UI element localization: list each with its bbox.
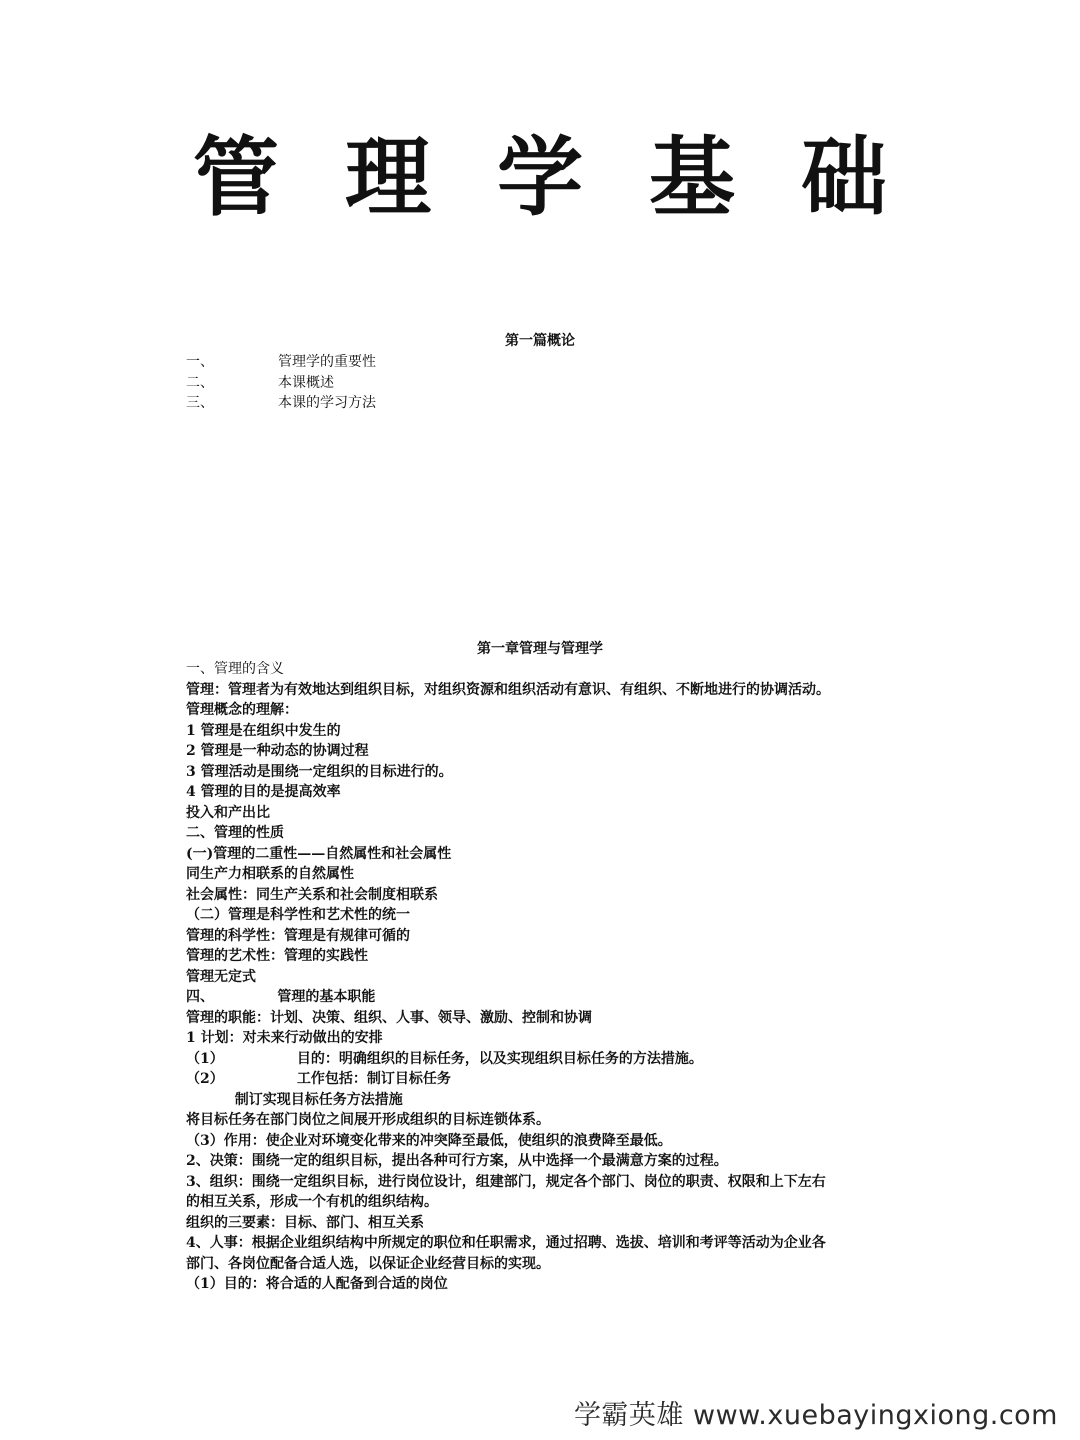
text-line: 管理的艺术性：管理的实践性 [186,948,368,964]
title-char: 础 [801,128,887,228]
toc-text: 本课概述 [278,374,334,391]
text-line: 管理的科学性：管理是有规律可循的 [186,927,410,944]
text-line: 管理的职能：计划、决策、组织、人事、领导、激励、控制和协调 [186,1009,592,1026]
title-char: 学 [497,128,583,228]
text-line: （2） 工作包括：制订目标任务 [186,1071,451,1087]
site-watermark: 学霸英雄 www.xuebayingxiong.com [573,1400,1058,1431]
text-line: （二）管理是科学性和艺术性的统一 [186,907,410,923]
text-line: 同生产力相联系的自然属性 [186,866,354,882]
toc-item [186,352,886,373]
toc-item [186,373,886,394]
chapter-heading: 第一章管理与管理学 [477,641,603,657]
part-heading: 第一篇概论 [505,333,575,349]
chapter-body [186,659,900,1295]
text-line: 投入和产出比 [186,804,270,821]
toc-text: 本课的学习方法 [278,395,376,411]
text-line: 部门、各岗位配备合适人选，以保证企业经营目标的实现。 [186,1255,550,1272]
text-line: （1） 目的：明确组织的目标任务，以及实现组织目标任务的方法措施。 [186,1050,703,1067]
text-line: 2 管理是一种动态的协调过程 [186,743,369,759]
text-line: 四、 管理的基本职能 [186,989,376,1005]
text-line: 组织的三要素：目标、部门、相互关系 [186,1214,424,1231]
text-line: 4、人事：根据企业组织结构中所规定的职位和任职需求，通过招聘、选拔、培训和考评等活动为企业各 [186,1235,826,1251]
text-line: 将目标任务在部门岗位之间展开形成组织的目标连锁体系。 [186,1112,550,1128]
title-char: 管 [193,128,279,228]
text-line: 2、决策：围绕一定的组织目标，提出各种可行方案，从中选择一个最满意方案的过程。 [186,1153,728,1169]
text-line: 一、管理的含义 [186,661,284,677]
text-line: 二、管理的性质 [186,825,284,841]
toc-number: 二、 [186,374,214,391]
text-line: （3）作用：使企业对环境变化带来的冲突降至最低，使组织的浪费降至最低。 [186,1132,672,1149]
text-line: 4 管理的目的是提高效率 [186,784,341,800]
text-line: 的相互关系，形成一个有机的组织结构。 [186,1194,438,1210]
text-line: 1 计划：对未来行动做出的安排 [186,1030,383,1046]
title-char: 理 [345,128,431,228]
toc-item [186,393,886,414]
document-title [0,128,1080,228]
text-line: 管理概念的理解： [186,702,298,718]
text-line: 3、组织：围绕一定组织目标，进行岗位设计，组建部门，规定各个部门、岗位的职责、权限和上下左右 [186,1173,826,1190]
text-line: 制订实现目标任务方法措施 [186,1091,403,1108]
toc-number: 三、 [186,395,214,411]
text-line: 管理无定式 [186,968,256,985]
text-line: （1）目的：将合适的人配备到合适的岗位 [186,1276,448,1292]
title-char: 基 [649,128,735,228]
text-line: 社会属性：同生产关系和社会制度相联系 [186,886,438,903]
text-line: 3 管理活动是围绕一定组织的目标进行的。 [186,763,453,780]
table-of-contents [186,352,886,414]
toc-number: 一、 [186,354,214,370]
text-line: 管理：管理者为有效地达到组织目标，对组织资源和组织活动有意识、有组织、不断地进行的协调活动。 [186,681,830,698]
toc-text: 管理学的重要性 [278,354,376,370]
text-line: 1 管理是在组织中发生的 [186,722,341,739]
text-line: (一)管理的二重性——自然属性和社会属性 [186,845,452,862]
